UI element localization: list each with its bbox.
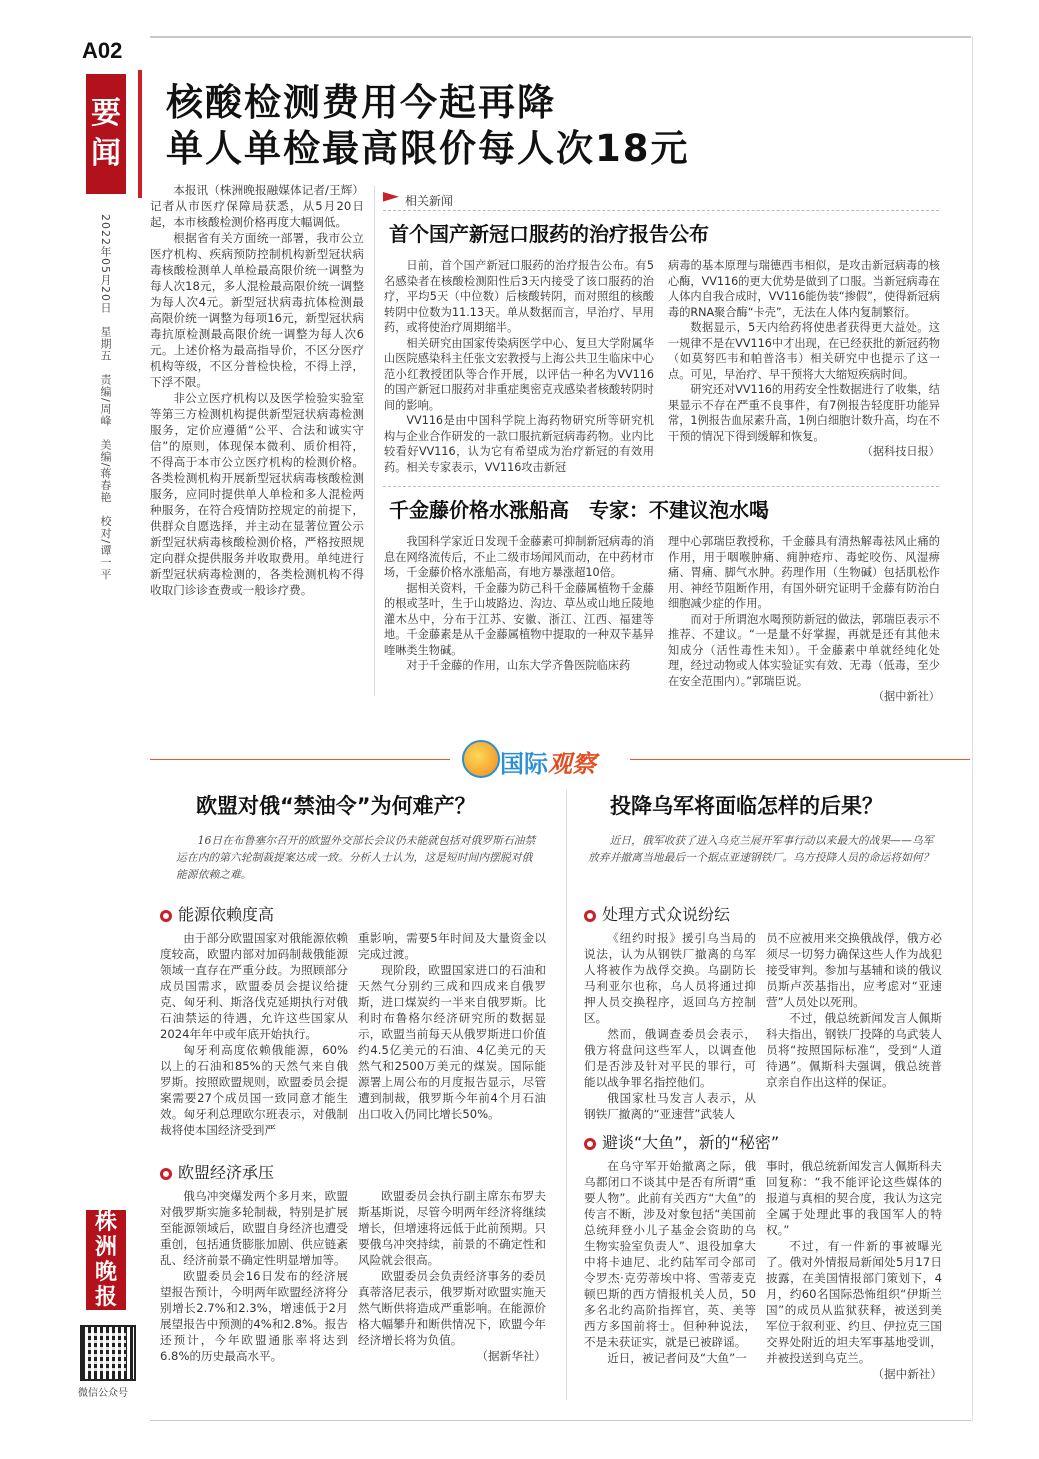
lead-article [150,182,364,598]
eu-oil-paragraph: 重影响，需要5年时间及大量资金以完成过渡。 [358,931,546,961]
ukraine-paragraph: 在乌守军开始撤离之际，俄乌都闭口不谈其中是否有所谓“重要人物”。此前有关西方“大鱼”的传言不断，涉及对象包括“美国前总统拜登小儿子基金会资助的乌生物实验室负责人”、退役加拿大中将卡迪尼、北约陆军司令部司令罗杰·克劳蒂埃中将、雪蒂麦克顿巴斯的西方情报机关人员，50多名北约高阶指挥官，英、美等西方多国前将士。但种种说法，不是未获证实，就是已被辟谣。 [584,1159,756,1349]
eu-oil-paragraph: 匈牙利高度依赖俄能源，60%以上的石油和85%的天然气来自俄罗斯。按照欧盟规则，欧盟委员会提案需要27个成员国一致同意才能生效。匈牙利总理欧尔班表示，对俄制裁将使本国经济受到严 [160,1043,348,1137]
story1-paragraph: 数据显示，5天内给药将使患者获得更大益处。这一规律不是在VV116中才出现，在已经获批的新冠药物（如莫努匹韦和帕普洛韦）相关研究中也提示了这一点。可见，早治疗、早干预将大大缩短疾病时间。 [668,321,940,381]
banner-title-a: 国际 [500,750,548,778]
ukraine-paragraph: 俄国家杜马发言人表示，从钢铁厂撤离的“亚速营”武装人 [584,1091,756,1121]
eu-oil-section1-label: 能源依赖度高 [178,905,275,924]
flag-icon [383,192,399,208]
eu-oil-section2-right [358,1188,546,1364]
ukraine-paragraph: 不过，有一件新的事被曝光了。俄对外情报局新闻处5月17日披露，在美国情报部门策划下，4月，约60名国际恐怖组织“伊斯兰国”的成员从监狱获释，被送到美军位于叙利亚、约旦、伊拉克三国交界处附近的坦夫军事基地受训，并被投送到乌克兰。 [766,1239,942,1365]
ukraine-paragraph: 事时，俄总统新闻发言人佩斯科夫回复称：“我不能评论这些媒体的报道与真相的契合度，我认为这完全属于处理此事的我国军人的特权。” [766,1159,942,1237]
eu-oil-intro-text: 16日在布鲁塞尔召开的欧盟外交部长会议仍未能就包括对俄罗斯石油禁运在内的第六轮制裁提案达成一致。分析人士认为，这是短时间内摆脱对俄能源依赖之难。 [176,834,536,881]
banner-line-right [630,759,970,760]
story1-left-column [384,258,654,475]
international-banner [150,738,970,782]
eu-oil-section1-right [358,930,546,1122]
eu-oil-paragraph: 现阶段，欧盟国家进口的石油和天然气分别约三成和四成来自俄罗斯，进口煤炭约一半来自俄罗斯。比利时布鲁格尔经济研究所的数据显示，欧盟当前每天从俄罗斯进口价值约4.5亿美元的石油、4亿美元的天然气和2500万美元的煤炭。国际能源署上周公布的月度报告显示，尽管遭到制裁，俄罗斯今年前4个月石油出口收入仍同比增长50%。 [358,963,546,1121]
eu-oil-paragraph: 欧盟委员会负责经济事务的委员真蒂洛尼表示，俄罗斯对欧盟实施天然气断供将造成严重影响。在能源价格大幅攀升和断供情况下，欧盟今年经济增长将为负值。 [358,1269,546,1347]
column-divider [374,186,375,696]
bullet-icon [584,910,596,922]
globe-icon [462,740,500,778]
story2-paragraph: 理中心郭瑞臣教授称，千金藤具有清热解毒祛风止痛的作用，用于咽喉肿痛、痈肿疮疖、毒蛇咬伤、风湿痹痛、胃痛、脚气水肿。药理作用（生物碱）包括肌松作用、神经节阻断作用，有国外研究证明千金藤有防治白细胞减少症的作用。 [668,535,940,610]
story2-left-column [384,534,654,674]
ukraine-section1-left [584,930,756,1122]
eu-oil-source: （据新华社） [476,1349,546,1363]
banner-title-b: 观察 [548,750,596,778]
story2-right-column [668,534,940,705]
story1-right-column [668,258,940,460]
eu-oil-title: 欧盟对俄“禁油令”为何难产？ [196,794,476,818]
ukraine-intro [588,832,944,866]
column-divider [566,790,567,1400]
story1-paragraph: 研究还对VV116的用药安全性数据进行了收集，结果显示不存在严重不良事件，有7例报告轻度肝功能异常，1例报告血尿素升高，1例白细胞计数升高，均在不干预的情况下得到缓解和恢复。 [668,383,940,443]
eu-oil-intro [176,832,542,883]
ukraine-intro-text: 近日，俄军收获了进入乌克兰展开军事行动以来最大的战果——乌军放弃并撤离当地最后一个据点亚速钢铁厂。乌方投降人员的命运将如何？ [588,834,934,864]
eu-oil-section1-left [160,930,348,1138]
lead-paragraph: 非公立医疗机构以及医学检验实验室等第三方检测机构提供新型冠状病毒检测服务，定价应遵循“公平、合法和诚实守信”的原则，体现保本微利、质价相符，不得高于本市公立医疗机构的检测价格。各类检测机构开展新型冠状病毒核酸检测服务，应同时提供单人单检和多人混检两种服务，在符合疫情防控规定的前提下，供群众自愿选择，并主动在显著位置公示新型冠状病毒核酸检测价格，严格按照规定向群众提供服务并收取费用。单纯进行新型冠状病毒检测的，各类检测机构不得收取门诊诊查费或一般诊疗费。 [150,391,364,597]
bullet-icon [160,1168,172,1180]
story2-paragraph: 我国科学家近日发现千金藤素可抑制新冠病毒的消息在网络流传后，不止二级市场闻风而动，在中药材市场，千金藤价格水涨船高，有地方暴涨超10倍。 [384,535,654,579]
ukraine-section1-head [584,902,730,925]
dateline: 2022年05月20日 星期五 责编/周峰 美编/蒋春艳 校对/谭一平 [99,214,112,581]
ukraine-section1-label: 处理方式众说纷纭 [602,905,731,924]
ukraine-section2-head [584,1130,779,1153]
story1-paragraph: 相关研究由国家传染病医学中心、复旦大学附属华山医院感染科主任张文宏教授与上海公共卫生临床中心范小红教授团队等合作开展，以评估一种名为VV116的国产新冠口服药对非重症奥密克戎感染者核酸转阴时间的影响。 [384,336,654,412]
page-number: A02 [82,38,123,63]
ukraine-paragraph: 不过，俄总统新闻发言人佩斯科夫指出，钢铁厂投降的乌武装人员将“按照国际标准”，受到“人道待遇”。佩斯科夫强调，俄总统普京亲自作出这样的保证。 [766,1011,942,1089]
eu-oil-section2-left [160,1188,348,1364]
lead-paragraph: 本报讯（株洲晚报融媒体记者/王辉）记者从市医疗保障局获悉，从5月20日起，本市核酸检测价格再度大幅调低。 [150,183,364,229]
lead-headline [166,80,690,172]
newspaper-brand: 株洲晚报 [86,1210,126,1310]
story1-source: （据科技日报） [861,445,940,458]
ukraine-section1-right [766,930,942,1090]
top-rule [150,36,971,38]
banner-title [500,744,596,779]
eu-oil-section2-head [160,1160,274,1183]
section-tag-rule [138,70,142,198]
eu-oil-section2-label: 欧盟经济承压 [178,1163,275,1182]
headline-line-2: 单人单检最高限价每人次18元 [166,127,690,170]
headline-line-1: 核酸检测费用今起再降 [166,81,556,124]
qr-code-icon[interactable] [80,1325,136,1381]
eu-oil-paragraph: 欧盟委员会执行副主席东布罗夫斯基斯说，尽管今明两年经济将继续增长，但增速将远低于此前预期。只要俄乌冲突持续，前景的不确定性和风险就会很高。 [358,1189,546,1267]
eu-oil-section1-head [160,902,274,925]
banner-line-left [150,759,450,760]
ukraine-paragraph: 员不应被用来交换俄战俘，俄方必须尽一切努力确保这些人作为战犯接受审判。参加与基辅和谈的俄议员斯卢茨基指出，应考虑对“亚速营”人员处以死刑。 [766,931,942,1009]
bullet-icon [160,910,172,922]
eu-oil-paragraph: 由于部分欧盟国家对俄能源依赖度较高，欧盟内部对加码制裁俄能源领域一直存在严重分歧。为照顾部分成员国需求，欧盟委员会提议给捷克、匈牙利、斯洛伐克延期执行对俄石油禁运的待遇，允许这些国家从2024年年中或年底开始执行。 [160,931,348,1041]
ukraine-section2-left [584,1158,756,1366]
section-tag [86,74,126,194]
related-divider [383,210,939,211]
story2-paragraph: 而对于所谓泡水喝预防新冠的做法，郭瑞臣表示不推荐、不建议。“一是量不好掌握，再就是还有其他未知成分（活性毒性未知）。千金藤素中单就经纯化处理，经过动物或人体实验证实有效、无毒（低毒，至少在安全范围内）。”郭瑞臣说。 [668,612,940,688]
story1-paragraph: VV116是由中国科学院上海药物研究所等研究机构与企业合作研发的一款口服抗新冠病毒药物。业内比较看好VV116，认为它有希望成为治疗新冠的有效用药。相关专家表示，VV116攻击新冠 [384,414,654,474]
story1-paragraph: 日前，首个国产新冠口服药的治疗报告公布。有5名感染者在核酸检测阳性后3天内接受了该口服药的治疗，平均5天（中位数）后核酸转阴，而对照组的核酸转阴中位数为11.13天。单从数据而言，早治疗、早用药，或将使治疗周期缩半。 [384,259,654,334]
ukraine-section2-label: 避谈“大鱼”，新的“秘密” [602,1133,780,1152]
right-rule [972,36,973,1422]
section-tag-text: 要闻 [91,96,121,171]
qr-label: 微信公众号 [78,1388,128,1399]
ukraine-paragraph: 近日，被记者问及“大鱼”一 [607,1351,747,1365]
story2-title: 千金藤价格水涨船高 专家：不建议泡水喝 [389,498,769,522]
story2-paragraph: 据相关资料，千金藤为防己科千金藤属植物千金藤的根或茎叶，生于山坡路边、沟边、草丛或山地丘陵地灌木丛中，分布于江苏、安徽、浙江、江西、福建等地。千金藤素是从千金藤属植物中提取的一种双苄基异喹啉类生物碱。 [384,581,654,657]
ukraine-paragraph: 然而，俄调查委员会表示，俄方将盘问这些军人，以调查他们是否涉及针对平民的罪行，可能以战争罪名指控他们。 [584,1027,756,1089]
bottom-rule [150,1420,971,1421]
ukraine-section2-right [766,1158,942,1382]
lead-paragraph: 根据省有关方面统一部署，我市公立医疗机构、疾病预防控制机构新型冠状病毒核酸检测单人单检最高限价统一调整为每人次18元，多人混检最高限价统一调整为每人次4元。新型冠状病毒抗体检测最高限价统一调整为每项16元，新型冠状病毒抗原检测最高限价统一调整为每人次6元。上述价格为最高指导价，不区分医疗机构等级，不区分普检快检，不得上浮，下浮不限。 [150,231,364,389]
ukraine-paragraph: 《纽约时报》援引乌当局的说法，认为从钢铁厂撤离的乌军人将被作为战俘交换。乌副防长马利亚尔也称，乌人员将通过抑押人员交换程序，返回乌方控制区。 [584,931,756,1025]
story2-source: （据中新社） [872,690,940,703]
story1-paragraph: 病毒的基本原理与瑞德西韦相似，是攻击新冠病毒的核心酶，VV116的更大优势是做到了口服。当新冠病毒在人体内自我合成时，VV116能伪装“掺假”，使得新冠病毒的RNA聚合酶“卡壳”，无法在人体内复制繁衍。 [668,259,941,319]
related-news-tag [383,192,453,209]
bullet-icon [584,1138,596,1150]
ukraine-title: 投降乌军将面临怎样的后果？ [610,794,883,818]
eu-oil-paragraph: 欧盟委员会16日发布的经济展望报告预计，今明两年欧盟经济将分别增长2.7%和2.3%，增速低于2月展望报告中预测的4%和2.8%。报告还预计，今年欧盟通胀率将达到6.8%的历史最高水平。 [160,1269,348,1363]
related-news-label: 相关新闻 [405,194,454,208]
international-logo [456,740,616,780]
story-divider [383,486,939,487]
ukraine-source: （据中新社） [872,1367,942,1381]
story2-paragraph: 对于千金藤的作用，山东大学齐鲁医院临床药 [406,659,631,672]
story1-title: 首个国产新冠口服药的治疗报告公布 [389,222,709,246]
eu-oil-paragraph: 俄乌冲突爆发两个多月来，欧盟对俄罗斯实施多轮制裁，特别是扩展至能源领域后，欧盟自身经济也遭受重创，包括通货膨胀加剧、供应链紊乱、经济前景不确定性明显增加等。 [160,1189,348,1267]
